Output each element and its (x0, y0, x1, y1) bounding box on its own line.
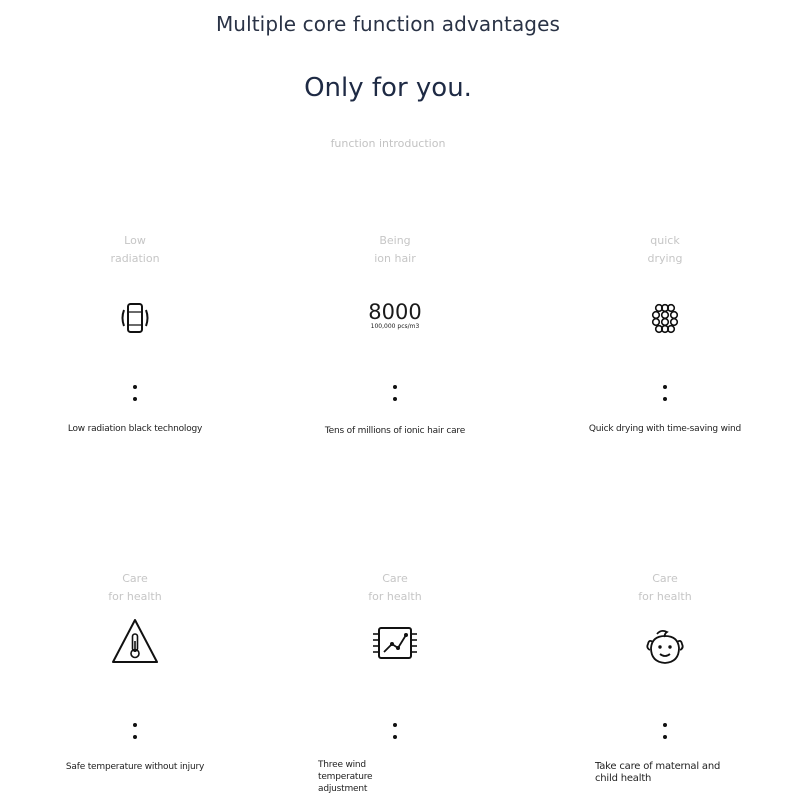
feature-title-line2: ion hair (374, 252, 416, 265)
feature-description: Take care of maternal and child health (595, 761, 721, 784)
separator-dots (393, 385, 397, 401)
feature-title-line1: Care (122, 572, 148, 585)
feature-description: Tens of millions of ionic hair care (324, 426, 466, 436)
baby-face-icon (641, 626, 689, 668)
separator-dots (663, 385, 667, 401)
ion-count-display (345, 296, 445, 336)
feature-description: Safe temperature without injury (65, 762, 205, 772)
feature-card-ion-hair (310, 232, 480, 462)
separator-dots (393, 723, 397, 739)
warning-thermometer-icon (109, 616, 161, 668)
page-subtitle: Only for you. (304, 73, 472, 103)
feature-card-quick-drying (580, 232, 750, 462)
feature-card-maternal-child (580, 570, 750, 800)
feature-card-low-radiation (50, 232, 220, 462)
section-caption: function introduction (330, 137, 446, 150)
feature-title-line1: Care (652, 572, 678, 585)
temperature-chip-icon (371, 622, 419, 666)
feature-title-line1: Being (379, 234, 411, 247)
feature-title-line2: for health (108, 590, 162, 603)
feature-title-line2: radiation (110, 252, 160, 265)
feature-title-line1: quick (650, 234, 680, 247)
feature-title-line2: for health (638, 590, 692, 603)
separator-dots (133, 723, 137, 739)
feature-title-line2: for health (368, 590, 422, 603)
ion-count-caption: 100,000 pcs/m3 (370, 323, 420, 330)
phone-radiation-icon (115, 298, 155, 338)
feature-description: Three wind temperature adjustment (318, 760, 373, 794)
separator-dots (663, 723, 667, 739)
feature-title-line1: Low (124, 234, 146, 247)
feature-description: Quick drying with time-saving wind (588, 424, 742, 434)
airflow-dots-icon (645, 298, 685, 338)
page-title: Multiple core function advantages (215, 12, 561, 36)
ion-count-number: 8000 (368, 300, 422, 324)
feature-card-safe-temperature (50, 570, 220, 800)
feature-card-wind-temperature (310, 570, 480, 800)
feature-title-line2: drying (647, 252, 683, 265)
separator-dots (133, 385, 137, 401)
feature-title-line1: Care (382, 572, 408, 585)
feature-description: Low radiation black technology (67, 424, 203, 434)
